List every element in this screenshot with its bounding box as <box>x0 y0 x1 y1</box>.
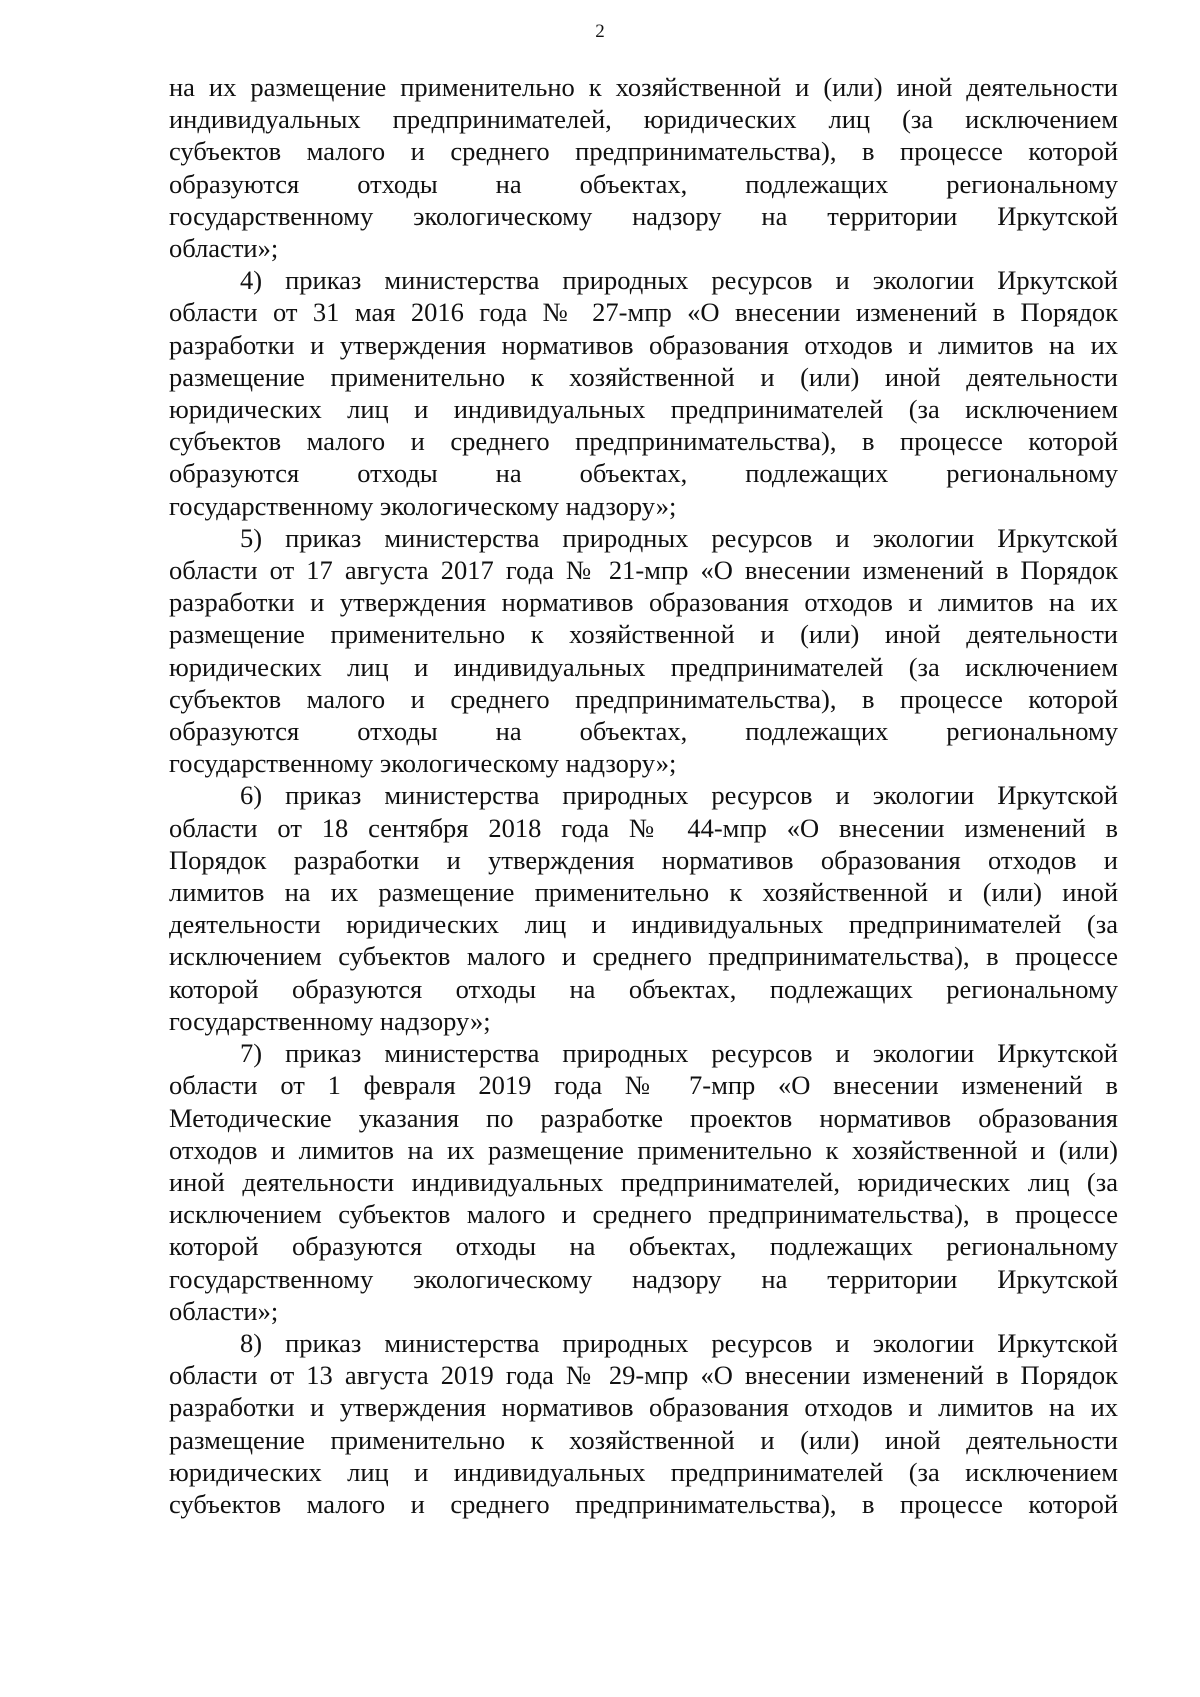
text-line: области»; <box>169 1295 279 1326</box>
text-line: образуются отходы на объектах, подлежащих региональному <box>169 458 1118 489</box>
paragraph-item-6 <box>169 779 1118 1037</box>
text-line: государственному экологическому надзору на территории Иркутской <box>169 1263 1118 1294</box>
text-line: субъектов малого и среднего предпринимательства), в процессе которой <box>169 136 1118 167</box>
text-line: области»; <box>169 233 279 264</box>
text-line: которой образуются отходы на объектах, подлежащих региональному <box>169 1231 1118 1262</box>
text-line: исключением субъектов малого и среднего предпринимательства), в процессе <box>169 1199 1118 1230</box>
text-line: иной деятельности индивидуальных предпринимателей, юридических лиц (за <box>169 1166 1118 1197</box>
page-number: 2 <box>595 21 605 42</box>
text-line: области от 17 августа 2017 года № 21-мпр «О внесении изменений в Порядок <box>169 555 1118 586</box>
text-line: субъектов малого и среднего предпринимательства), в процессе которой <box>169 683 1118 714</box>
text-line: лимитов на их размещение применительно к хозяйственной и (или) иной <box>169 877 1118 908</box>
text-line: области от 18 сентября 2018 года № 44-мпр «О внесении изменений в <box>169 812 1118 843</box>
text-line: которой образуются отходы на объектах, подлежащих региональному <box>169 973 1118 1004</box>
text-line: государственному экологическому надзору»; <box>169 748 677 779</box>
text-line: индивидуальных предпринимателей, юридических лиц (за исключением <box>169 104 1118 135</box>
text-line: области от 13 августа 2019 года № 29-мпр «О внесении изменений в Порядок <box>169 1360 1118 1391</box>
text-line: 7) приказ министерства природных ресурсов и экологии Иркутской <box>240 1038 1118 1069</box>
paragraph-item-4 <box>169 264 1118 522</box>
text-line: области от 31 мая 2016 года № 27-мпр «О внесении изменений в Порядок <box>169 297 1118 328</box>
text-line: отходов и лимитов на их размещение применительно к хозяйственной и (или) <box>169 1134 1118 1165</box>
text-line: 6) приказ министерства природных ресурсов и экологии Иркутской <box>240 780 1118 811</box>
text-line: государственному экологическому надзору»; <box>169 490 677 521</box>
text-line: юридических лиц и индивидуальных предпринимателей (за исключением <box>169 1456 1118 1487</box>
text-line: Порядок разработки и утверждения нормативов образования отходов и <box>169 844 1118 875</box>
paragraph-continuation <box>169 71 1118 264</box>
text-line: 5) приказ министерства природных ресурсов и экологии Иркутской <box>240 522 1118 553</box>
text-line: субъектов малого и среднего предпринимательства), в процессе которой <box>169 426 1118 457</box>
text-line: исключением субъектов малого и среднего предпринимательства), в процессе <box>169 941 1118 972</box>
text-line: Методические указания по разработке проектов нормативов образования <box>169 1102 1118 1133</box>
text-line: разработки и утверждения нормативов образования отходов и лимитов на их <box>169 587 1118 618</box>
document-body <box>169 71 1118 1520</box>
text-line: государственному экологическому надзору на территории Иркутской <box>169 200 1118 231</box>
text-line: размещение применительно к хозяйственной и (или) иной деятельности <box>169 619 1118 650</box>
paragraph-item-8 <box>169 1327 1118 1520</box>
text-line: образуются отходы на объектах, подлежащих региональному <box>169 168 1118 199</box>
paragraph-item-5 <box>169 522 1118 780</box>
text-line: образуются отходы на объектах, подлежащих региональному <box>169 716 1118 747</box>
text-line: размещение применительно к хозяйственной и (или) иной деятельности <box>169 1424 1118 1455</box>
paragraph-item-7 <box>169 1037 1118 1327</box>
text-line: размещение применительно к хозяйственной и (или) иной деятельности <box>169 361 1118 392</box>
text-line: 4) приказ министерства природных ресурсов и экологии Иркутской <box>240 265 1118 296</box>
text-line: субъектов малого и среднего предпринимательства), в процессе которой <box>169 1488 1118 1519</box>
text-line: деятельности юридических лиц и индивидуальных предпринимателей (за <box>169 909 1118 940</box>
text-line: 8) приказ министерства природных ресурсов и экологии Иркутской <box>240 1327 1118 1358</box>
text-line: области от 1 февраля 2019 года № 7-мпр «О внесении изменений в <box>169 1070 1118 1101</box>
text-line: юридических лиц и индивидуальных предпринимателей (за исключением <box>169 651 1118 682</box>
text-line: разработки и утверждения нормативов образования отходов и лимитов на их <box>169 329 1118 360</box>
text-line: разработки и утверждения нормативов образования отходов и лимитов на их <box>169 1392 1118 1423</box>
text-line: государственному надзору»; <box>169 1005 491 1036</box>
text-line: юридических лиц и индивидуальных предпринимателей (за исключением <box>169 394 1118 425</box>
text-line: на их размещение применительно к хозяйственной и (или) иной деятельности <box>169 72 1118 102</box>
